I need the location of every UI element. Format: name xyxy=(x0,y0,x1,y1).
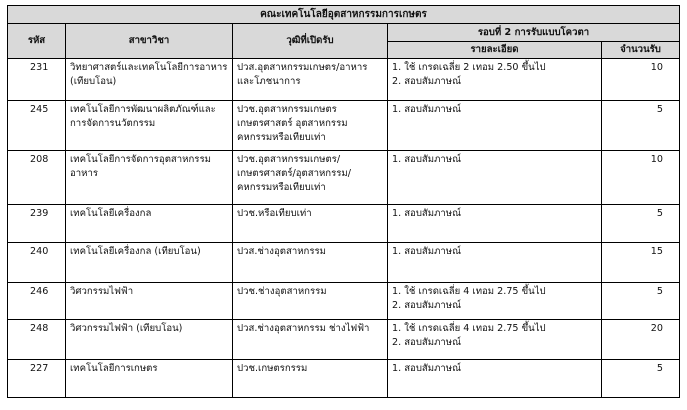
major-line: เทคโนโลยีเครื่องกล (เทียบโอน) xyxy=(70,246,201,257)
cell-code: 240 xyxy=(8,243,66,283)
header-details: รายละเอียด xyxy=(388,42,602,59)
table-row xyxy=(8,283,680,320)
faculty-title: คณะเทคโนโลยีอุตสาหกรรมการเกษตร xyxy=(8,6,680,24)
qualification-line: ปวส.อุตสาหกรรมเกษตร/อาหาร xyxy=(237,62,368,73)
cell-details xyxy=(388,151,602,205)
cell-code: 245 xyxy=(8,101,66,151)
cell-details xyxy=(388,320,602,360)
details-line: 2. สอบสัมภาษณ์ xyxy=(392,76,462,87)
major-line: เทคโนโลยีการพัฒนาผลิตภัณฑ์และ xyxy=(70,104,216,115)
cell-code: 246 xyxy=(8,283,66,320)
cell-major xyxy=(66,59,233,101)
table-row xyxy=(8,59,680,101)
major-line: เทคโนโลยีเครื่องกล xyxy=(70,208,152,219)
details-line: 1. ใช้ เกรดเฉลี่ย 4 เทอม 2.75 ขึ้นไป xyxy=(392,286,546,297)
cell-qualification xyxy=(233,151,388,205)
header-code: รหัส xyxy=(8,24,66,59)
major-line: (เทียบโอน) xyxy=(70,76,117,87)
table-row xyxy=(8,360,680,398)
table-row xyxy=(8,243,680,283)
cell-qualification xyxy=(233,283,388,320)
major-line: วิศวกรรมไฟฟ้า xyxy=(70,286,134,297)
cell-code: 239 xyxy=(8,205,66,243)
details-line: 1. สอบสัมภาษณ์ xyxy=(392,104,462,115)
qualification-line: เกษตรศาสตร์ อุตสาหกรรม xyxy=(237,118,348,129)
details-line: 1. สอบสัมภาษณ์ xyxy=(392,208,462,219)
cell-qualification xyxy=(233,59,388,101)
details-line: 1. สอบสัมภาษณ์ xyxy=(392,154,462,165)
details-line: 1. ใช้ เกรดเฉลี่ย 2 เทอม 2.50 ขึ้นไป xyxy=(392,62,546,73)
cell-quota: 5 xyxy=(602,360,680,398)
table-row xyxy=(8,320,680,360)
qualification-line: ปวส.ช่างอุตสาหกรรม xyxy=(237,246,326,257)
details-line: 2. สอบสัมภาษณ์ xyxy=(392,300,462,311)
cell-major xyxy=(66,101,233,151)
cell-code: 248 xyxy=(8,320,66,360)
cell-code: 231 xyxy=(8,59,66,101)
cell-quota: 5 xyxy=(602,283,680,320)
qualification-line: ปวส.ช่างอุตสาหกรรม ช่างไฟฟ้า xyxy=(237,323,370,334)
cell-quota: 5 xyxy=(602,205,680,243)
cell-major xyxy=(66,151,233,205)
qualification-line: ปวช.อุตสาหกรรมเกษตร xyxy=(237,104,337,115)
table-row xyxy=(8,205,680,243)
cell-code: 227 xyxy=(8,360,66,398)
cell-quota: 5 xyxy=(602,101,680,151)
cell-details xyxy=(388,360,602,398)
quota-table xyxy=(7,5,680,398)
cell-qualification xyxy=(233,101,388,151)
qualification-line: ปวช.เกษตรกรรม xyxy=(237,363,308,374)
details-line: 1. สอบสัมภาษณ์ xyxy=(392,246,462,257)
major-line: อาหาร xyxy=(70,168,99,179)
cell-major xyxy=(66,243,233,283)
header-quota: จำนวนรับ xyxy=(602,42,680,59)
cell-major xyxy=(66,283,233,320)
qualification-line: และโภชนาการ xyxy=(237,76,301,87)
major-line: วิทยาศาสตร์และเทคโนโลยีการอาหาร xyxy=(70,62,228,73)
cell-code: 208 xyxy=(8,151,66,205)
header-qualification: วุฒิที่เปิดรับ xyxy=(233,24,388,59)
major-line: การจัดการนวัตกรรม xyxy=(70,118,156,129)
major-line: เทคโนโลยีการจัดการอุตสาหกรรม xyxy=(70,154,211,165)
header-major: สาขาวิชา xyxy=(66,24,233,59)
cell-major xyxy=(66,320,233,360)
cell-qualification xyxy=(233,205,388,243)
cell-quota: 10 xyxy=(602,151,680,205)
cell-quota: 15 xyxy=(602,243,680,283)
cell-details xyxy=(388,205,602,243)
qualification-line: ปวช.หรือเทียบเท่า xyxy=(237,208,312,219)
table-row xyxy=(8,101,680,151)
cell-details xyxy=(388,283,602,320)
cell-qualification xyxy=(233,243,388,283)
qualification-line: คหกรรมหรือเทียบเท่า xyxy=(237,182,326,193)
cell-details xyxy=(388,101,602,151)
qualification-line: ปวช.ช่างอุตสาหกรรม xyxy=(237,286,327,297)
table-row xyxy=(8,151,680,205)
quota-table-container xyxy=(7,5,679,398)
cell-qualification xyxy=(233,360,388,398)
details-line: 2. สอบสัมภาษณ์ xyxy=(392,337,462,348)
header-round: รอบที่ 2 การรับแบบโควตา xyxy=(388,24,680,42)
table-body xyxy=(8,59,680,398)
details-line: 1. ใช้ เกรดเฉลี่ย 4 เทอม 2.75 ขึ้นไป xyxy=(392,323,546,334)
cell-major xyxy=(66,205,233,243)
details-line: 1. สอบสัมภาษณ์ xyxy=(392,363,462,374)
cell-quota: 10 xyxy=(602,59,680,101)
cell-quota: 20 xyxy=(602,320,680,360)
qualification-line: คหกรรมหรือเทียบเท่า xyxy=(237,132,326,143)
qualification-line: เกษตรศาสตร์/อุตสาหกรรม/ xyxy=(237,168,351,179)
cell-major xyxy=(66,360,233,398)
cell-qualification xyxy=(233,320,388,360)
major-line: เทคโนโลยีการเกษตร xyxy=(70,363,158,374)
qualification-line: ปวช.อุตสาหกรรมเกษตร/ xyxy=(237,154,341,165)
cell-details xyxy=(388,59,602,101)
cell-details xyxy=(388,243,602,283)
major-line: วิศวกรรมไฟฟ้า (เทียบโอน) xyxy=(70,323,183,334)
